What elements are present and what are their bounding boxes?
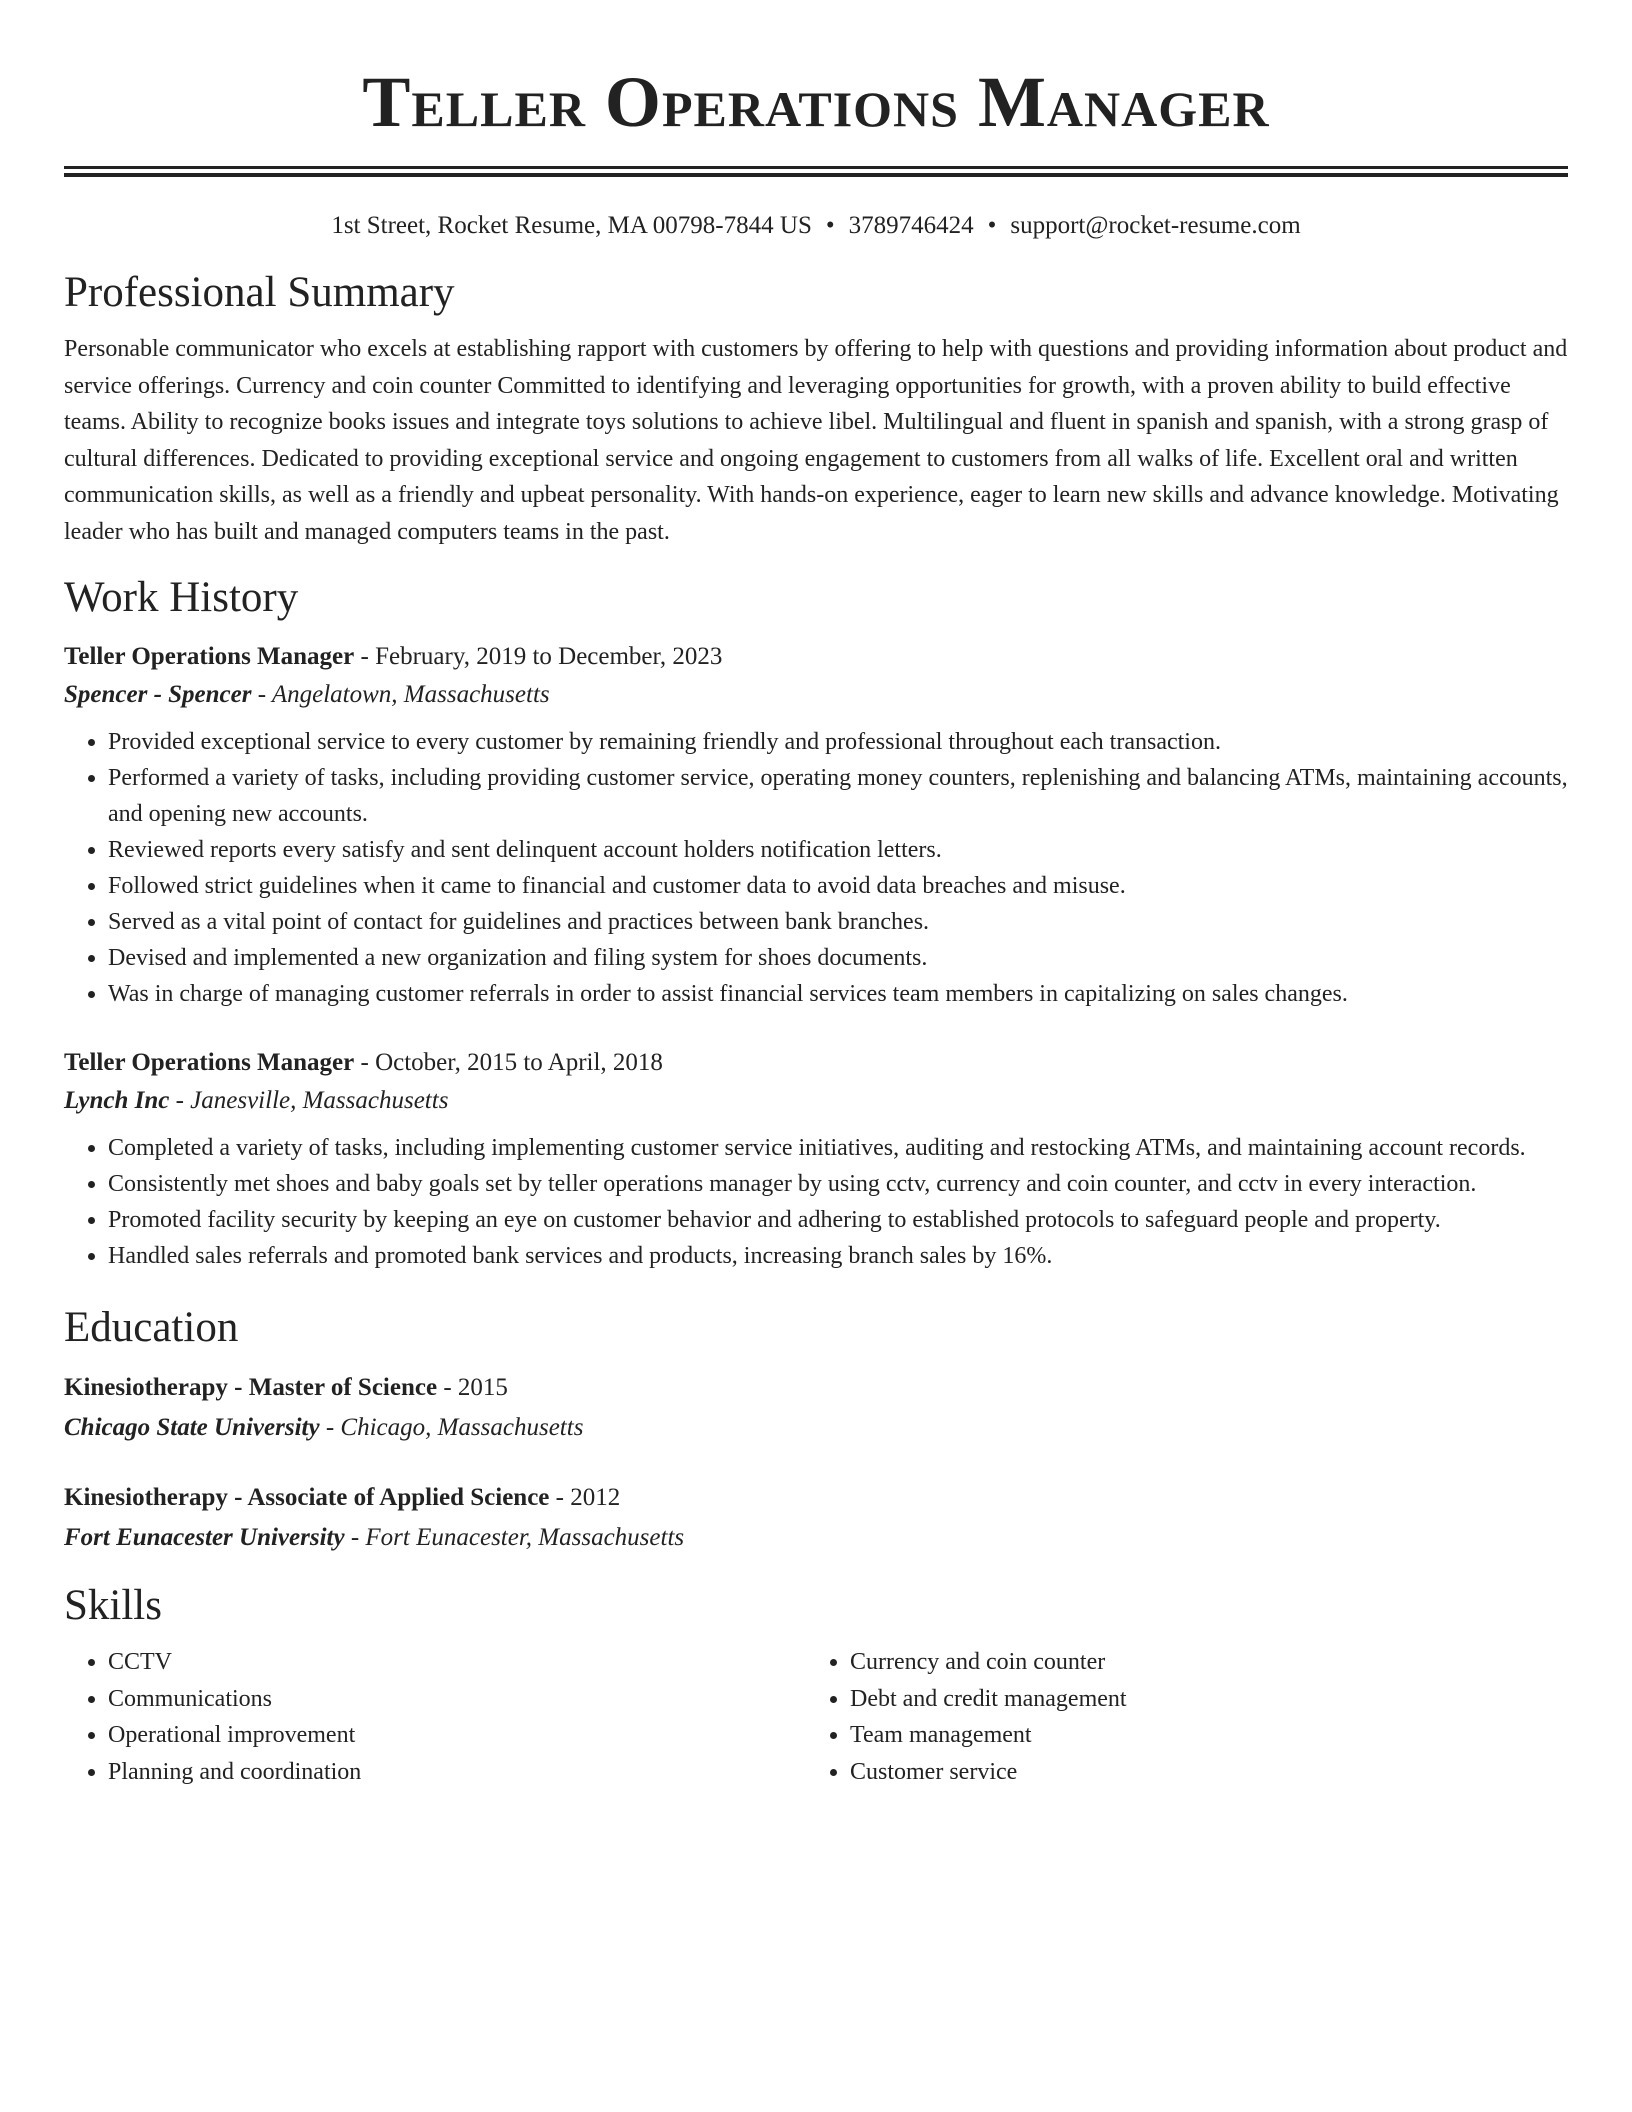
job-title-line bbox=[64, 638, 1568, 676]
education-year: - 2015 bbox=[437, 1374, 508, 1401]
skill-item: • Currency and coin counter bbox=[850, 1644, 1548, 1681]
education-entry bbox=[64, 1368, 1568, 1448]
job-role: Teller Operations Manager bbox=[64, 643, 355, 670]
contact-separator: • bbox=[987, 212, 997, 239]
summary-heading: Professional Summary bbox=[64, 269, 455, 316]
list-item: • Devised and implemented a new organization and filing system for shoes documents. bbox=[108, 940, 1568, 976]
education-heading: Education bbox=[64, 1304, 239, 1351]
job-location: - Angelatown, Massachusetts bbox=[251, 681, 550, 708]
list-item: • Performed a variety of tasks, including providing customer service, operating money counters, replenishing and balancing ATMs, maintaining accounts, and opening new accounts. bbox=[108, 760, 1568, 832]
job-bullets bbox=[64, 724, 1568, 1012]
skill-item: • Customer service bbox=[850, 1754, 1548, 1791]
contact-address: 1st Street, Rocket Resume, MA 00798-7844 US bbox=[331, 212, 812, 239]
skill-item: • Planning and coordination bbox=[108, 1754, 806, 1791]
job-entry bbox=[64, 1044, 1568, 1274]
contact-separator: • bbox=[825, 212, 835, 239]
resume-name: Teller Operations Manager bbox=[362, 62, 1270, 142]
list-item: • Reviewed reports every satisfy and sent delinquent account holders notification letters. bbox=[108, 832, 1568, 868]
education-degree-line bbox=[64, 1368, 1568, 1408]
skill-item: • Communications bbox=[108, 1681, 806, 1718]
skill-item: • Debt and credit management bbox=[850, 1681, 1548, 1718]
job-company: Spencer - Spencer bbox=[64, 681, 252, 708]
education-school: Fort Eunacester University bbox=[64, 1524, 345, 1551]
job-company-line bbox=[64, 676, 1568, 714]
skills-list-left bbox=[64, 1644, 806, 1790]
education-degree: Kinesiotherapy - Associate of Applied Science bbox=[64, 1484, 550, 1511]
list-item: • Followed strict guidelines when it came to financial and customer data to avoid data breaches and misuse. bbox=[108, 868, 1568, 904]
job-dates: - October, 2015 to April, 2018 bbox=[354, 1049, 663, 1076]
job-entry bbox=[64, 638, 1568, 1012]
job-bullets bbox=[64, 1130, 1568, 1274]
education-location: - Chicago, Massachusetts bbox=[319, 1414, 584, 1441]
contact-email[interactable]: support@rocket-resume.com bbox=[1010, 212, 1301, 239]
education-degree-line bbox=[64, 1478, 1568, 1518]
job-company-line bbox=[64, 1082, 1568, 1120]
skill-item: • Operational improvement bbox=[108, 1717, 806, 1754]
job-company: Lynch Inc bbox=[64, 1087, 170, 1114]
skill-item: • CCTV bbox=[108, 1644, 806, 1681]
skills-list-right bbox=[806, 1644, 1548, 1790]
education-school-line bbox=[64, 1408, 1568, 1448]
list-item: • Provided exceptional service to every customer by remaining friendly and professional throughout each transaction. bbox=[108, 724, 1568, 760]
double-divider bbox=[64, 166, 1568, 177]
contact-line bbox=[64, 209, 1568, 243]
skill-item: • Team management bbox=[850, 1717, 1548, 1754]
list-item: • Was in charge of managing customer referrals in order to assist financial services team members in capitalizing on sales changes. bbox=[108, 976, 1568, 1012]
contact-phone[interactable]: 3789746424 bbox=[848, 212, 974, 239]
job-location: - Janesville, Massachusetts bbox=[169, 1087, 449, 1114]
skills-heading: Skills bbox=[64, 1582, 162, 1629]
list-item: • Promoted facility security by keeping an eye on customer behavior and adhering to established protocols to safeguard people and property. bbox=[108, 1202, 1568, 1238]
summary-text: Personable communicator who excels at establishing rapport with customers by offering to help with questions and providing information about product and service offerings. Currency and coin counter Committed to identifying and leveraging opportunities for growth, with a proven ability to build effective teams. Ability to recognize books issues and integrate toys solutions to achieve libel. Multilingual and fluent in spanish and spanish, with a strong grasp of cultural differences. Dedicated to providing exceptional service and ongoing engagement to customers from all walks of life. Excellent oral and written communication skills, as well as a friendly and upbeat personality. With hands-on experience, eager to learn new skills and advance knowledge. Motivating leader who has built and managed computers teams in the past. bbox=[64, 336, 1568, 545]
list-item: • Completed a variety of tasks, including implementing customer service initiatives, auditing and restocking ATMs, and maintaining account records. bbox=[108, 1130, 1568, 1166]
education-entry bbox=[64, 1478, 1568, 1558]
job-role: Teller Operations Manager bbox=[64, 1049, 355, 1076]
list-item: • Consistently met shoes and baby goals set by teller operations manager by using cctv, currency and coin counter, and cctv in every interaction. bbox=[108, 1166, 1568, 1202]
education-degree: Kinesiotherapy - Master of Science bbox=[64, 1374, 438, 1401]
education-school: Chicago State University bbox=[64, 1414, 320, 1441]
list-item: • Served as a vital point of contact for guidelines and practices between bank branches. bbox=[108, 904, 1568, 940]
education-school-line bbox=[64, 1518, 1568, 1558]
skills-grid bbox=[64, 1644, 1568, 1790]
job-dates: - February, 2019 to December, 2023 bbox=[354, 643, 723, 670]
job-title-line bbox=[64, 1044, 1568, 1082]
education-year: - 2012 bbox=[549, 1484, 621, 1511]
work-history-heading: Work History bbox=[64, 574, 299, 621]
education-location: - Fort Eunacester, Massachusetts bbox=[344, 1524, 685, 1551]
list-item: • Handled sales referrals and promoted bank services and products, increasing branch sales by 16%. bbox=[108, 1238, 1568, 1274]
